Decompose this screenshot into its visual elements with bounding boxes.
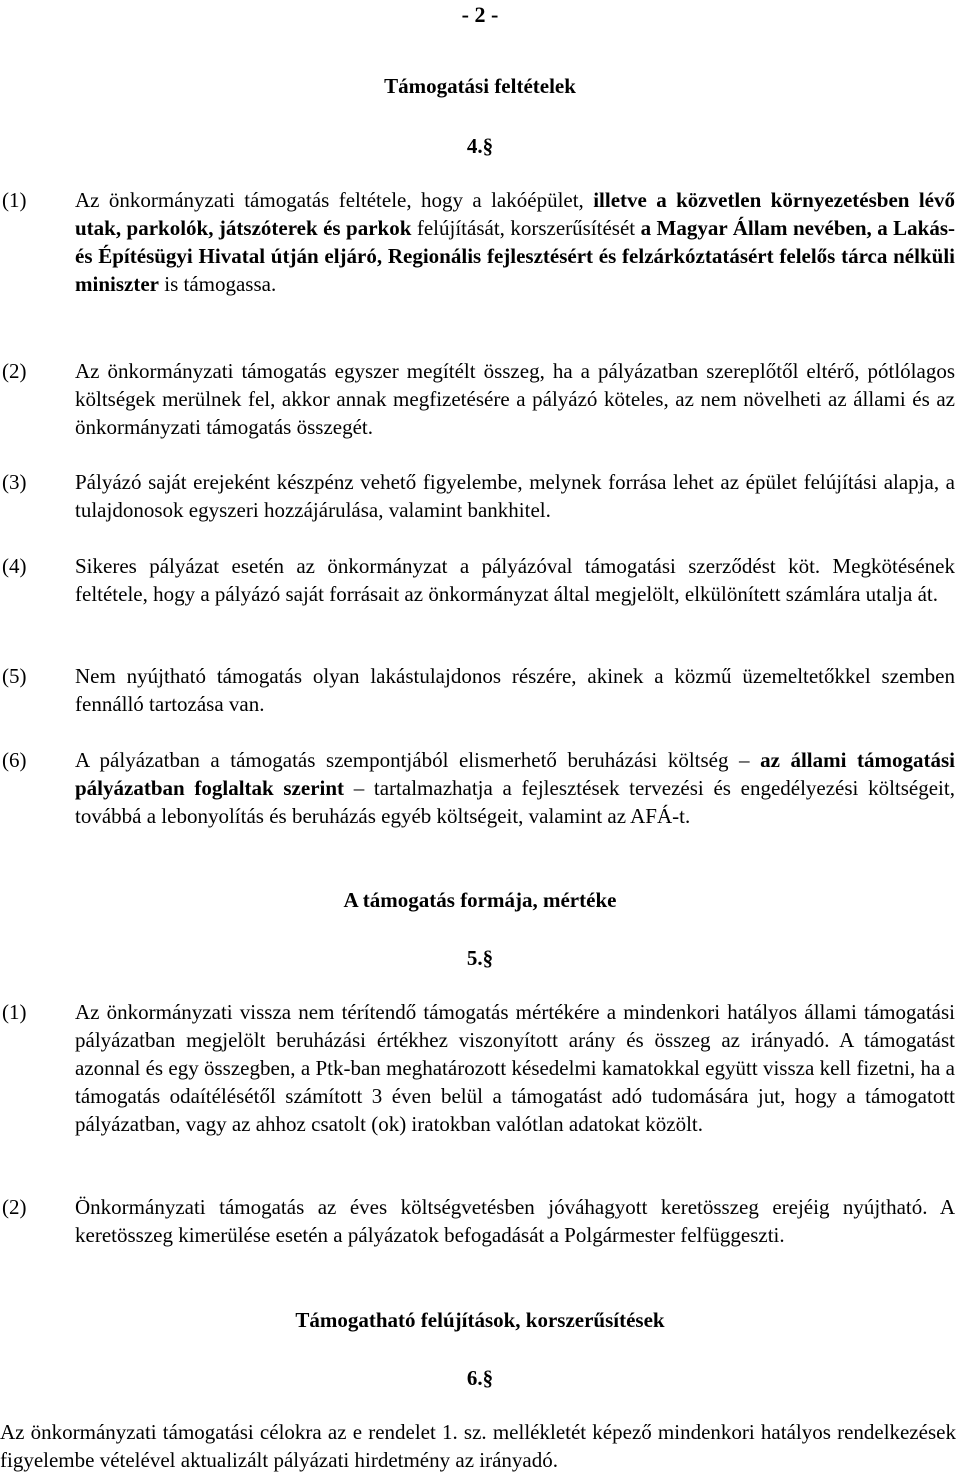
paragraph-text: Az önkormányzati támogatás egyszer megítélt összeg, ha a pályázatban szereplőtől eltérő, pótlólagos költségek merülnek fel, akkor annak megfizetésére a pályázó köteles, az nem növelheti az állami és az önkormányzati támogatás összegét.	[75, 359, 955, 439]
paragraph-text	[75, 746, 955, 830]
section-text: Az önkormányzati támogatási célokra az e rendelet 1. sz. mellékletét képező mindenkori hatályos rendelkezések figyelembe vételével aktualizált pályázati hirdetmény az irányadó.	[0, 1420, 956, 1472]
section-title: A támogatás formája, mértéke	[343, 888, 617, 912]
paragraph-number: (1)	[2, 1000, 27, 1024]
paragraph-number: (5)	[2, 664, 27, 688]
paragraph-text: Sikeres pályázat esetén az önkormányzat a pályázóval támogatási szerződést köt. Megkötésének feltétele, hogy a pályázó saját forrásait az önkormányzat által megjelölt, elkülönített számlára utalja át.	[75, 554, 955, 606]
section-number: 5.§	[466, 946, 494, 970]
paragraph-number: (2)	[2, 359, 27, 383]
text-segment-bold: az állami támogatási pályázatban foglaltak szerint	[75, 748, 955, 800]
paragraph-text: Pályázó saját erejeként készpénz vehető figyelembe, melynek forrása lehet az épület felújítási alapja, a tulajdonosok egyszeri hozzájárulása, valamint bankhitel.	[75, 470, 955, 522]
text-segment: A pályázatban a támogatás szempontjából elismerhető beruházási költség –	[75, 748, 761, 772]
section-number: 6.§	[466, 1366, 494, 1390]
paragraph-number: (2)	[2, 1195, 27, 1219]
page-number: - 2 -	[461, 2, 499, 27]
text-segment-bold: illetve a közvetlen környezetésben lévő utak, parkolók, játszóterek és parkok	[75, 188, 956, 240]
text-segment: felújítását, korszerűsítését	[411, 216, 641, 240]
paragraph-number: (4)	[2, 554, 27, 578]
section-title: Támogatható felújítások, korszerűsítések	[295, 1308, 665, 1332]
text-segment: – tartalmazhatja a fejlesztések tervezési és engedélyezési költségeit, továbbá a lebonyolítás és beruházás egyéb költségeit, valamint az AFÁ-t.	[75, 776, 955, 828]
paragraph-text	[75, 186, 955, 298]
paragraph-text: Nem nyújtható támogatás olyan lakástulajdonos részére, akinek a közmű üzemeltetőkkel szemben fennálló tartozása van.	[75, 664, 955, 716]
section-title: Támogatási feltételek	[384, 74, 576, 98]
text-segment: is támogassa.	[158, 272, 277, 296]
paragraph-number: (6)	[2, 748, 27, 772]
paragraph-number: (3)	[2, 470, 27, 494]
section-number: 4.§	[466, 134, 494, 158]
paragraph-text: Az önkormányzati vissza nem térítendő támogatás mértékére a mindenkori hatályos állami támogatási pályázatban megjelölt beruházási értékhez viszonyított arány és összeg az irányadó. A támogatást azonnal és egy összegben, a Ptk-ban meghatározott késedelmi kamatokkal együtt vissza kell fizetni, ha a támogatás odaítélésétől számított 3 éven belül a támogatást adó tudomására jut, hogy a támogatott pályázatban, vagy az ahhoz csatolt (ok) iratokban valótlan adatokat közölt.	[75, 1000, 955, 1136]
text-segment: Az önkormányzati támogatás feltétele, hogy a lakóépület,	[75, 188, 594, 212]
paragraph-number: (1)	[2, 188, 27, 212]
paragraph-text: Önkormányzati támogatás az éves költségvetésben jóváhagyott keretösszeg erejéig nyújtható. A keretösszeg kimerülése esetén a pályázatok befogadását a Polgármester felfüggeszti.	[75, 1195, 955, 1247]
text-segment-bold: a Magyar Állam nevében, a Lakás- és Építésügyi Hivatal útján eljáró, Regionális fejlesztésért és felzárkóztatásért felelős tárca nélküli miniszter	[75, 216, 955, 296]
